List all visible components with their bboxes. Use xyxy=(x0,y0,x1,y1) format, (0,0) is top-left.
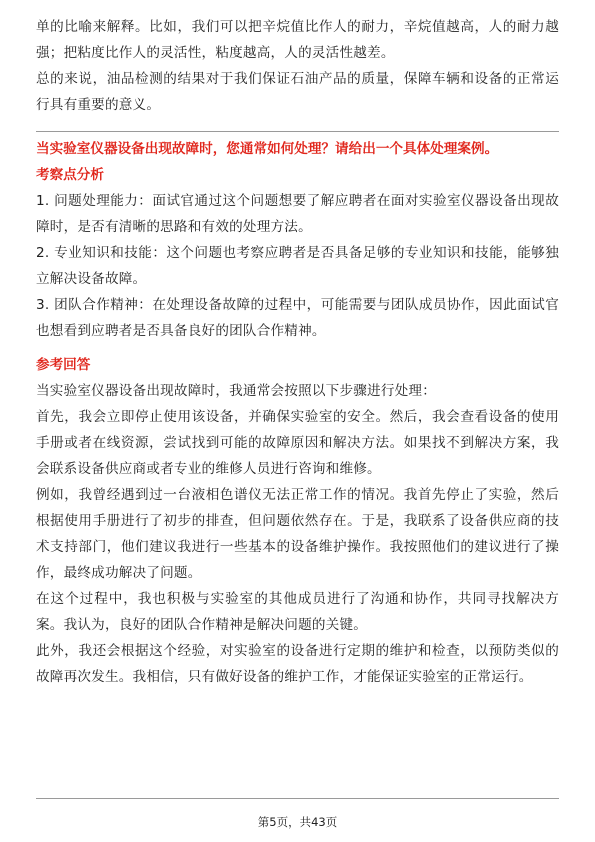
analysis-item-1: 1. 问题处理能力：面试官通过这个问题想要了解应聘者在面对实验室仪器设备出现故障时，是否有清晰的思路和有效的处理方法。 xyxy=(36,193,559,235)
page-number: 第5页，共43页 xyxy=(257,815,338,829)
footer-divider xyxy=(36,798,559,799)
answer-paragraph-1: 当实验室仪器设备出现故障时，我通常会按照以下步骤进行处理： xyxy=(36,383,437,399)
answer-paragraph-4: 在这个过程中，我也积极与实验室的其他成员进行了沟通和协作，共同寻找解决方案。我认为，良好的团队合作精神是解决问题的关键。 xyxy=(36,591,559,633)
section-divider xyxy=(36,131,559,132)
intro-paragraph-1: 单的比喻来解释。比如，我们可以把辛烷值比作人的耐力，辛烷值越高，人的耐力越强；把粘度比作人的灵活性，粘度越高，人的灵活性越差。 xyxy=(36,19,559,61)
analysis-item-3: 3. 团队合作精神：在处理设备故障的过程中，可能需要与团队成员协作，因此面试官也想看到应聘者是否具备良好的团队合作精神。 xyxy=(36,297,559,339)
answer-heading: 参考回答 xyxy=(36,357,91,373)
page-content xyxy=(36,14,559,690)
answer-paragraph-5: 此外，我还会根据这个经验，对实验室的设备进行定期的维护和检查，以预防类似的故障再次发生。我相信，只有做好设备的维护工作，才能保证实验室的正常运行。 xyxy=(36,643,559,685)
question-title: 当实验室仪器设备出现故障时，您通常如何处理？请给出一个具体处理案例。 xyxy=(36,141,499,157)
spacer xyxy=(36,344,559,352)
analysis-item-2: 2. 专业知识和技能：这个问题也考察应聘者是否具备足够的专业知识和技能，能够独立解决设备故障。 xyxy=(36,245,559,287)
answer-paragraph-3: 例如，我曾经遇到过一台液相色谱仪无法正常工作的情况。我首先停止了实验，然后根据使用手册进行了初步的排查，但问题依然存在。于是，我联系了设备供应商的技术支持部门，他们建议我进行一些基本的设备维护操作。我按照他们的建议进行了操作，最终成功解决了问题。 xyxy=(36,487,559,581)
answer-paragraph-2: 首先，我会立即停止使用该设备，并确保实验室的安全。然后，我会查看设备的使用手册或者在线资源，尝试找到可能的故障原因和解决方法。如果找不到解决方案，我会联系设备供应商或者专业的维修人员进行咨询和维修。 xyxy=(36,409,559,477)
intro-paragraph-2: 总的来说，油品检测的结果对于我们保证石油产品的质量，保障车辆和设备的正常运行具有重要的意义。 xyxy=(36,71,559,113)
analysis-heading: 考察点分析 xyxy=(36,167,104,183)
